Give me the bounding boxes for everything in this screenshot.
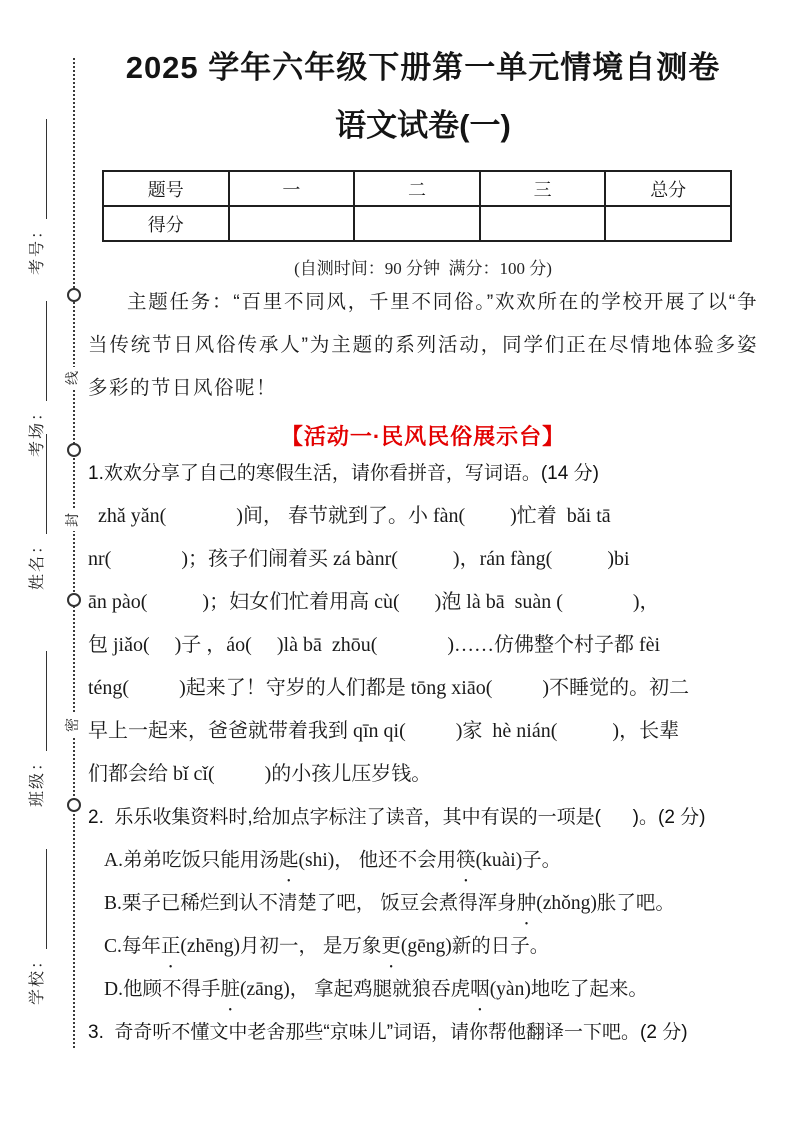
score-table-header-cell: 二 bbox=[354, 171, 480, 206]
theme-task-paragraph: 主题任务：“百里不同风，千里不同俗。”欢欢所在的学校开展了以“争当传统节日风俗传承人”为主题的系列活动，同学们正在尽情地体验多姿多彩的节日风俗呢！ bbox=[88, 291, 758, 399]
time-limit-note: (自测时间：90 分钟 满分：100 分) bbox=[294, 259, 552, 278]
question-1-stem: 1.欢欢分享了自己的寒假生活，请你看拼音，写词语。(14 分) bbox=[88, 463, 599, 484]
score-cell-blank bbox=[229, 206, 355, 241]
exam-subtitle: 语文试卷(一) bbox=[335, 108, 511, 143]
pinyin-line: 包 jiǎo( )子 ，áo( )là bā zhōu( )……仿佛整个村子都 fèi bbox=[88, 634, 661, 656]
question-2-stem: 2. 乐乐收集资料时,给加点字标注了读音，其中有误的一项是( )。(2 分) bbox=[88, 807, 706, 828]
blank-line bbox=[31, 849, 47, 949]
field-label: 考号： bbox=[29, 220, 46, 275]
seal-circle bbox=[67, 443, 81, 457]
seal-char-feng: 封 bbox=[65, 509, 83, 531]
section1-heading: 【活动一·民风民俗展示台】 bbox=[280, 424, 566, 449]
blank-line bbox=[31, 301, 47, 401]
question-2-option-c: C.每年正(zhēng)月初一， 是万象更(gēng)新的日子。 bbox=[104, 936, 550, 957]
blank-line bbox=[31, 434, 47, 534]
exam-title: 2025 学年六年级下册第一单元情境自测卷 bbox=[125, 50, 721, 85]
pinyin-line: téng( )起来了！守岁的人们都是 tōng xiāo( )不睡觉的。初二 bbox=[88, 677, 690, 699]
question-2-option-a: A.弟弟吃饭只能用汤匙(shi)， 他还不会用筷(kuài)子。 bbox=[104, 850, 562, 871]
score-cell-blank bbox=[480, 206, 606, 241]
question-2-option-d: D.他顾不得手脏(zāng)， 拿起鸡腿就狼吞虎咽(yàn)地吃了起来。 bbox=[104, 979, 648, 1000]
student-field-class bbox=[25, 637, 47, 807]
field-label: 姓名： bbox=[29, 535, 46, 590]
score-cell-blank bbox=[354, 206, 480, 241]
score-table-header-cell: 三 bbox=[480, 171, 606, 206]
score-table-header-cell: 题号 bbox=[103, 171, 229, 206]
score-table bbox=[102, 170, 732, 242]
blank-line bbox=[31, 651, 47, 751]
seal-circle bbox=[67, 288, 81, 302]
seal-dotted-line bbox=[73, 58, 75, 1048]
seal-char-xian: 线 bbox=[65, 367, 83, 389]
score-table-header-cell: 总分 bbox=[605, 171, 731, 206]
pinyin-line: zhǎ yǎn( )间， 春节就到了。小 fàn( )忙着 bǎi tā bbox=[88, 505, 611, 527]
question-2-option-b: B.栗子已稀烂到认不清楚了吧， 饭豆会煮得浑身肿(zhǒng)胀了吧。 bbox=[104, 893, 675, 914]
score-table-header-cell: 一 bbox=[229, 171, 355, 206]
student-field-name bbox=[25, 420, 47, 590]
student-field-school bbox=[25, 835, 47, 1005]
question-3-stem: 3. 奇奇听不懂文中老舍那些“京味儿”词语，请你帮他翻译一下吧。(2 分) bbox=[88, 1022, 688, 1043]
pinyin-line: nr( )；孩子们闹着买 zá bànr( )，rán fàng( )bi bbox=[88, 548, 630, 570]
field-label: 考场： bbox=[29, 402, 46, 457]
pinyin-line: 早上一起来，爸爸就带着我到 qīn qi( )家 hè nián( )，长辈 bbox=[88, 720, 680, 742]
seal-circle bbox=[67, 593, 81, 607]
pinyin-line: 们都会给 bǐ cǐ( )的小孩儿压岁钱。 bbox=[88, 763, 432, 785]
seal-circle bbox=[67, 798, 81, 812]
score-table-header-row bbox=[103, 171, 731, 206]
score-cell-blank bbox=[605, 206, 731, 241]
blank-line bbox=[31, 119, 47, 219]
field-label: 班级： bbox=[29, 752, 46, 807]
exam-content bbox=[88, 0, 758, 1054]
pinyin-line: ān pào( )；妇女们忙着用高 cù( )泡 là bā suàn ( )， bbox=[88, 591, 660, 613]
score-row-label: 得分 bbox=[103, 206, 229, 241]
field-label: 学校： bbox=[29, 950, 46, 1005]
seal-char-mi: 密 bbox=[65, 714, 83, 736]
student-field-exam-number bbox=[25, 105, 47, 275]
score-table-score-row bbox=[103, 206, 731, 241]
